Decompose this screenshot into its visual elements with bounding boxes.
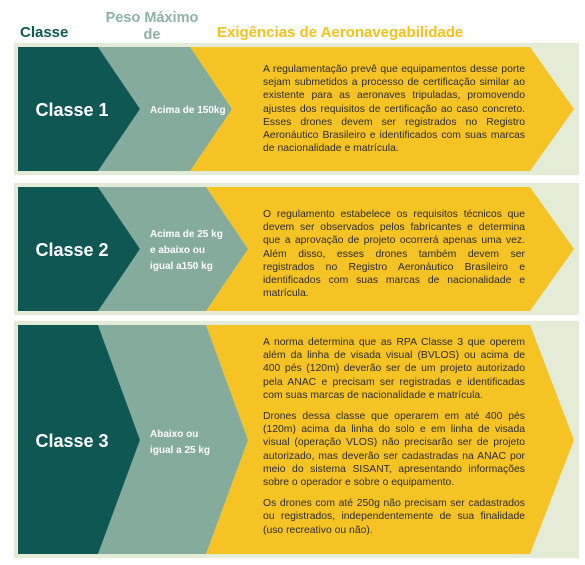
header-exigencias: Exigências de Aeronavegabilidade — [217, 24, 464, 41]
row-3-classe: Classe 3 — [35, 431, 109, 451]
row-3-description — [263, 336, 525, 545]
row-1-description — [263, 63, 525, 163]
row-2-paragraph: O regulamento estabelece os requisitos técnicos que devem ser observados pelos fabricantes e determina que a aprovação de projeto ocorrerá apenas uma vez. Além disso, esses drones também devem ser registrados no Registro Aeronáutico Brasileiro e identificados com suas marcas de nacionalidade e matrícula. — [263, 209, 525, 300]
row-2-peso: Acima de 25 kg e abaixo ou igual a150 kg — [150, 229, 223, 272]
row-2-description — [263, 208, 525, 308]
row-1-peso: Acima de 150kg — [150, 105, 226, 116]
row-3-peso: Abaixo ou igual a 25 kg — [150, 429, 211, 456]
row-2-classe: Classe 2 — [35, 240, 109, 260]
row-1-paragraph: A regulamentação prevê que equipamentos desse porte sejam submetidos a processo de certificação similar ao existente para as aeronaves tripuladas, promovendo ajustes dos requisitos de certificação ao caso concreto. Esses drones devem ser registrados no Registro Aeronáutico Brasileiro e identificados com suas marcas de nacionalidade e matrícula. — [263, 64, 525, 155]
row-3-paragraph-1: A norma determina que as RPA Classe 3 que operem além da linha de visada visual (BVLOS) ou acima de 400 pés (120m) deverão ser de um projeto autorizado pela ANAC e precisam ser registradas e identificadas com suas marcas de nacionalidade e matrícula. — [263, 337, 525, 401]
row-1-classe: Classe 1 — [35, 100, 109, 120]
row-3-paragraph-2: Drones dessa classe que operarem em até 400 pés (120m) acima da linha do solo e em linha de visada visual (operação VLOS) não precisarão ser de projeto autorizado, mas deverão ser cadastradas na ANAC por meio do sistema SISANT, apresentando informações sobre o operador e sobre o equipamento. — [263, 411, 525, 489]
header-peso-maximo: Peso Máximo de — [105, 10, 199, 43]
row-3-paragraph-3: Os drones com até 250g não precisam ser cadastrados ou registrados, independentemente de sua finalidade (uso recreativo ou não). — [263, 498, 525, 536]
header-classe: Classe — [20, 24, 69, 41]
